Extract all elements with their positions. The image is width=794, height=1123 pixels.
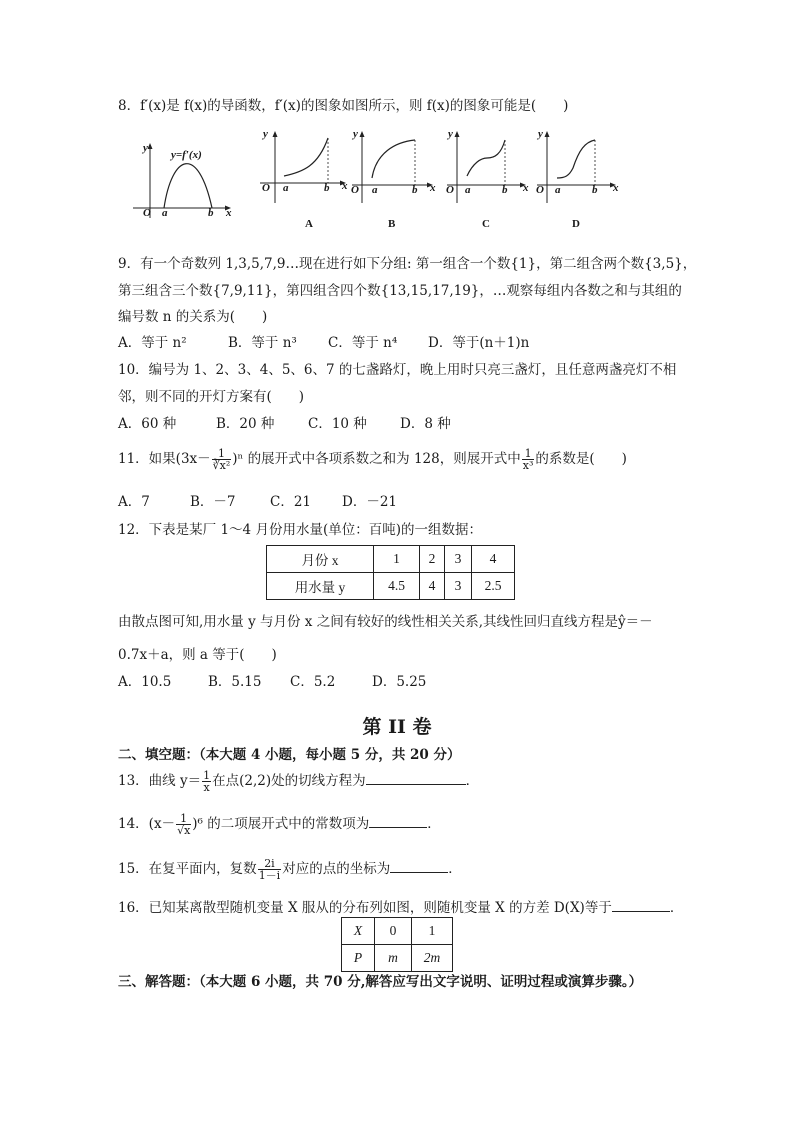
option-b: B．等于 n³ (228, 335, 297, 351)
table-row (267, 573, 515, 600)
y-axis-label: y (353, 128, 358, 140)
table-cell: m (375, 945, 412, 972)
option-a: A．60 种 (118, 416, 177, 432)
fraction-numerator: 2i (258, 858, 282, 870)
option-d-graph (535, 128, 625, 238)
question-12-stem: 12．下表是某厂 1～4 月份用水量(单位：百吨)的一组数据： (118, 522, 482, 538)
table-cell: 2m (412, 945, 453, 972)
table-cell: 4.5 (374, 573, 420, 600)
question-9-line-3: 编号数 n 的关系为( ) (118, 309, 268, 325)
option-b: B．20 种 (216, 416, 275, 432)
question-14 (118, 813, 441, 836)
option-d: D．8 种 (400, 416, 451, 432)
b-label: b (592, 184, 598, 196)
origin-label: O (446, 184, 454, 196)
option-a: A．7 (118, 494, 150, 510)
q13-prefix: 13．曲线 y＝ (118, 773, 202, 789)
option-a-label: A (305, 218, 313, 230)
answer-blank[interactable] (390, 858, 448, 873)
option-c-label: C (482, 218, 490, 230)
question-13 (118, 770, 479, 793)
table-header-cell: X (342, 918, 375, 945)
q14-suffix: )⁶ 的二项展开式中的常数项为 (192, 816, 370, 832)
answer-blank[interactable] (612, 897, 670, 912)
derivative-graph (128, 140, 238, 225)
q11-fraction-2 (522, 448, 535, 471)
option-a-graph (258, 128, 353, 238)
q11-suffix: 的系数是( ) (535, 451, 627, 467)
fraction-numerator: 1 (203, 769, 211, 782)
origin-label: O (262, 182, 270, 194)
table-cell: 1 (412, 918, 453, 945)
table-cell: 4 (472, 546, 515, 573)
q15-prefix: 15．在复平面内，复数 (118, 861, 257, 877)
option-b-graph (350, 128, 445, 238)
option-d-label: D (572, 218, 580, 230)
b-label: b (324, 182, 330, 194)
table-cell: 2 (420, 546, 445, 573)
b-label: b (502, 184, 508, 196)
question-9-line-2: 第三组含三个数{7,9,11}，第四组含四个数{13,15,17,19}，…观察每组内各数之和与其组的 (118, 283, 682, 299)
a-label: a (372, 184, 378, 196)
table-header-cell: 月份 x (267, 546, 374, 573)
fraction-denominator: x³ (522, 459, 534, 472)
question-10-options (118, 414, 451, 434)
x-axis-label: x (430, 182, 436, 194)
y-axis-label: y (263, 128, 268, 140)
option-c: C．10 种 (308, 416, 367, 432)
x-axis-label: x (523, 182, 529, 194)
option-c: C．5.2 (290, 674, 336, 690)
fraction-denominator: 1－i (258, 869, 281, 882)
question-10-line-2: 邻，则不同的开灯方案有( ) (118, 389, 305, 405)
origin-label: O (351, 184, 359, 196)
option-c: C．等于 n⁴ (328, 335, 398, 351)
q13-end: ． (465, 773, 480, 789)
fraction-denominator: x (203, 781, 210, 794)
q11-mid: )ⁿ 的展开式中各项系数之和为 128，则展开式中 (232, 451, 521, 467)
q14-prefix: 14．(x－ (118, 816, 176, 832)
option-a: A．10.5 (118, 674, 172, 690)
question-10-line-1: 10．编号为 1、2、3、4、5、6、7 的七盏路灯，晚上用时只亮三盏灯，且任意两盏亮灯不相 (118, 362, 677, 378)
table-row (342, 945, 453, 972)
a-label: a (162, 207, 168, 219)
option-d: D．等于(n＋1)n (428, 335, 530, 351)
table-cell: 2.5 (472, 573, 515, 600)
distribution-table (341, 917, 453, 972)
fraction-denominator: √x (177, 824, 191, 837)
a-label: a (555, 184, 561, 196)
fraction-numerator: 1 (176, 813, 191, 825)
b-label: b (208, 207, 214, 219)
y-axis-label: y (143, 142, 148, 154)
q15-suffix: 对应的点的坐标为 (282, 861, 391, 877)
table-cell: 0 (375, 918, 412, 945)
question-9-options (118, 333, 529, 353)
q16-text: 16．已知某离散型随机变量 X 服从的分布列如图，则随机变量 X 的方差 D(X)等于 (118, 900, 612, 916)
table-row (342, 918, 453, 945)
x-axis-label: x (226, 207, 232, 219)
fraction-denominator: ∛x² (212, 459, 231, 472)
fill-in-header: 二、填空题：（本大题 4 小题，每小题 5 分，共 20 分） (118, 747, 461, 763)
fraction-numerator: 1 (212, 448, 232, 460)
x-axis-label: x (342, 180, 348, 192)
water-usage-table (266, 545, 515, 600)
answer-blank[interactable] (366, 770, 466, 785)
question-12-line-2: 由散点图可知,用水量 y 与月份 x 之间有较好的线性相关关系,其线性回归直线方程是ŷ＝－ (118, 614, 653, 630)
q14-fraction (176, 813, 191, 836)
question-11-options (118, 492, 397, 512)
question-15 (118, 858, 462, 881)
x-axis-label: x (613, 182, 619, 194)
a-label: a (465, 184, 471, 196)
question-16 (118, 897, 683, 918)
q15-fraction (258, 858, 282, 881)
graph-label: y=f′(x) (171, 149, 202, 161)
table-header-cell: 用水量 y (267, 573, 374, 600)
option-b-label: B (388, 218, 396, 230)
y-axis-label: y (448, 128, 453, 140)
option-b: B．－7 (190, 494, 236, 510)
fraction-numerator: 1 (522, 448, 535, 460)
section-title: 第 II 卷 (362, 716, 432, 738)
solve-header: 三、解答题：（本大题 6 小题，共 70 分,解答应写出文字说明、证明过程或演算步骤。） (118, 974, 643, 990)
q16-end: ． (669, 900, 684, 916)
y-axis-label: y (538, 128, 543, 140)
option-a: A．等于 n² (118, 335, 187, 351)
origin-label: O (143, 207, 151, 219)
question-12-options (118, 672, 426, 692)
question-12-line-3: 0.7x＋a，则 a 等于( ) (118, 647, 277, 663)
option-d: D．5.25 (372, 674, 427, 690)
table-header-cell: P (342, 945, 375, 972)
q11-fraction (212, 448, 232, 471)
table-cell: 4 (420, 573, 445, 600)
q14-end: ． (427, 816, 441, 832)
a-label: a (283, 182, 289, 194)
table-cell: 3 (445, 546, 472, 573)
q13-suffix: 在点(2,2)处的切线方程为 (212, 773, 366, 789)
question-8-stem: 8．f′(x)是 f(x)的导函数，f′(x)的图象如图所示，则 f(x)的图象可能是( ) (118, 98, 569, 114)
answer-blank[interactable] (369, 813, 427, 828)
option-d: D．－21 (342, 494, 398, 510)
table-row (267, 546, 515, 573)
q13-fraction (202, 770, 211, 793)
option-c: C．21 (270, 494, 312, 510)
question-11-stem (118, 448, 627, 471)
q11-prefix: 11．如果(3x－ (118, 451, 211, 467)
q15-end: ． (448, 861, 462, 877)
origin-label: O (536, 184, 544, 196)
option-c-graph (445, 128, 535, 238)
option-b: B．5.15 (208, 674, 262, 690)
table-cell: 3 (445, 573, 472, 600)
question-9-line-1: 9．有一个奇数列 1,3,5,7,9…现在进行如下分组: 第一组含一个数{1}，第二组含两个数{3,5}， (118, 256, 697, 272)
table-cell: 1 (374, 546, 420, 573)
b-label: b (412, 184, 418, 196)
